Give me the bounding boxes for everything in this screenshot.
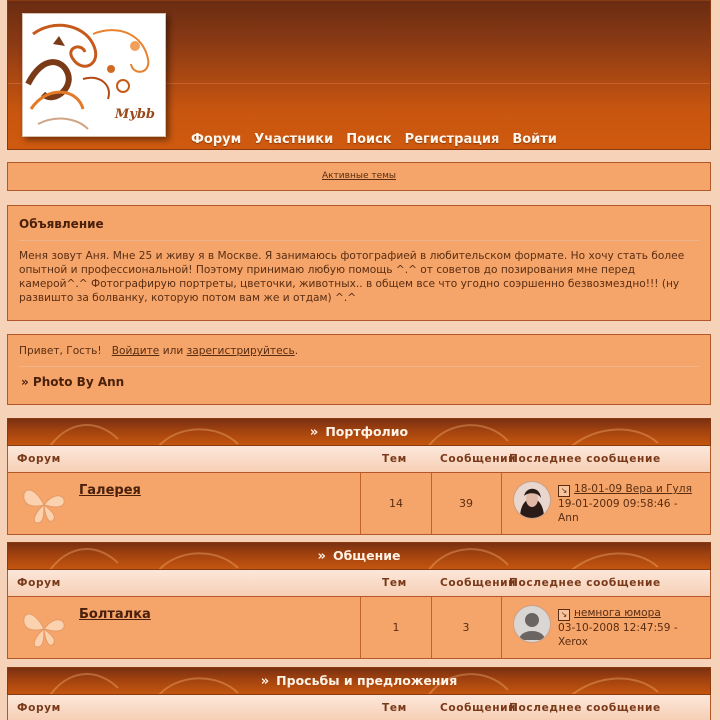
col-posts: Сообщений <box>440 702 517 714</box>
last-post-author: Ann <box>558 512 579 524</box>
welcome-box <box>7 334 711 405</box>
board-title: » Photo By Ann <box>21 375 125 389</box>
col-topics: Тем <box>382 702 407 714</box>
col-last-post: Последнее сообщение <box>509 702 661 714</box>
butterfly-icon <box>20 607 68 651</box>
login-link[interactable]: Войдите <box>111 345 160 357</box>
category-portfolio <box>7 418 711 535</box>
divider <box>19 240 699 241</box>
avatar <box>513 481 551 519</box>
greeting-text: Привет, Гость! <box>19 345 102 357</box>
col-topics: Тем <box>382 453 407 465</box>
logo-text: Mybb <box>114 107 155 122</box>
category-requests <box>7 667 711 720</box>
nav-login[interactable]: Войти <box>512 132 557 147</box>
post-count: 3 <box>462 621 470 634</box>
cell-divider <box>501 597 502 658</box>
topic-count: 1 <box>392 621 400 634</box>
category-header <box>7 667 711 695</box>
cell-divider <box>501 473 502 534</box>
nav-search[interactable]: Поиск <box>346 132 392 147</box>
last-post-link[interactable]: 18-01-09 Вера и Гуля <box>574 483 692 495</box>
nav-members[interactable]: Участники <box>254 132 334 147</box>
active-topics-link[interactable]: Активные темы <box>321 171 397 181</box>
announcement <box>7 205 711 321</box>
default-avatar-icon <box>513 605 551 643</box>
col-forum: Форум <box>17 702 61 714</box>
go-to-post-arrow-icon[interactable]: ↘ <box>558 485 570 497</box>
category-header <box>7 418 711 446</box>
welcome-line <box>19 345 699 357</box>
or-text: или <box>162 345 184 357</box>
category-title[interactable]: » Общение <box>317 548 401 564</box>
site-header <box>7 0 711 150</box>
category-header <box>7 542 711 570</box>
site-logo[interactable] <box>22 13 166 137</box>
topic-count: 14 <box>389 497 403 510</box>
register-link[interactable]: зарегистрируйтесь <box>186 345 295 357</box>
double-chevron-right-icon: » <box>309 425 319 440</box>
nav-register[interactable]: Регистрация <box>404 132 500 147</box>
col-topics: Тем <box>382 577 407 589</box>
forum-row <box>7 472 711 535</box>
column-headers <box>7 446 711 472</box>
col-posts: Сообщений <box>440 453 517 465</box>
last-post-link[interactable]: немнога юмора <box>574 607 661 619</box>
last-post-date: 19-01-2009 09:58:46 - <box>558 498 678 510</box>
last-post <box>558 606 678 649</box>
main-nav <box>191 132 557 147</box>
col-forum: Форум <box>17 577 61 589</box>
active-topics-bar <box>7 162 711 191</box>
forum-row <box>7 596 711 659</box>
col-last-post: Последнее сообщение <box>509 453 661 465</box>
announcement-text: Меня зовут Аня. Мне 25 и живу я в Москве. Я занимаюсь фотографией в любительском формате. Но хочу стать более опытной и профессиональной! Поэтому принимаю любую помощь ^.^ от советов до позирования мне перед камерой^.^ Фотографирую портреты, цветочки, животных.. в общем все что угодно соэршенно безвозмездно!!! (ну развишто за болванку, которую потом вам же и отдам) ^.^ <box>19 250 685 304</box>
category-chat <box>7 542 711 659</box>
category-title[interactable]: » Просьбы и предложения <box>260 673 458 689</box>
column-headers <box>7 570 711 596</box>
forum-link-chat[interactable]: Болталка <box>79 607 151 622</box>
last-post-author: Xerox <box>558 636 588 648</box>
nav-forum[interactable]: Форум <box>191 132 242 147</box>
forum-link-gallery[interactable]: Галерея <box>79 483 141 498</box>
col-last-post: Последнее сообщение <box>509 577 661 589</box>
post-count: 39 <box>459 497 473 510</box>
category-title[interactable]: » Портфолио <box>309 424 409 440</box>
double-chevron-right-icon: » <box>317 549 326 564</box>
divider <box>19 366 699 367</box>
last-post <box>558 482 692 525</box>
last-post-date: 03-10-2008 12:47:59 - <box>558 622 678 634</box>
double-chevron-right-icon: » <box>260 674 270 689</box>
period-text: . <box>294 345 299 357</box>
column-headers <box>7 695 711 720</box>
announcement-title: Объявление <box>19 217 104 231</box>
col-posts: Сообщений <box>440 577 517 589</box>
butterfly-icon <box>20 483 68 527</box>
col-forum: Форум <box>17 453 61 465</box>
go-to-post-arrow-icon[interactable]: ↘ <box>558 609 570 621</box>
